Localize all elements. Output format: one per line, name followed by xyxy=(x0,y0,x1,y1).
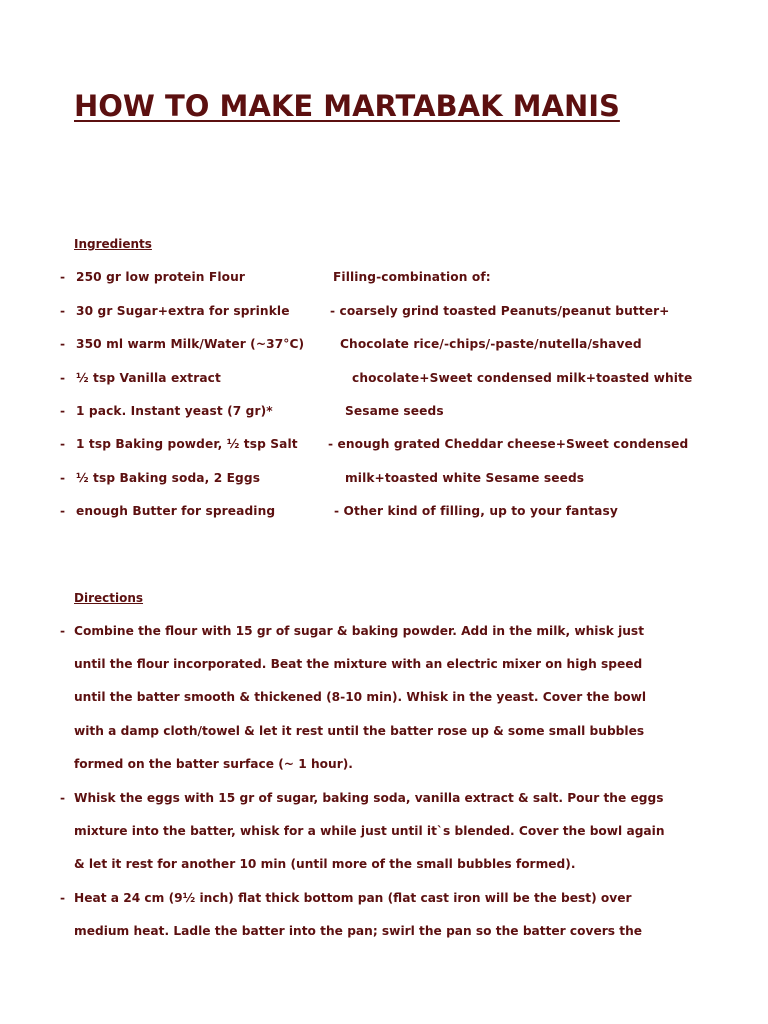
filling-item-continued: milk+toasted white Sesame seeds xyxy=(345,471,585,485)
direction-line: until the batter smooth & thickened (8-10 min). Whisk in the yeast. Cover the bowl xyxy=(74,690,647,704)
direction-line: formed on the batter surface (~ 1 hour). xyxy=(74,757,353,771)
bullet-dash: - xyxy=(60,504,66,518)
directions-heading: Directions xyxy=(74,591,144,605)
page-title: HOW TO MAKE MARTABAK MANIS xyxy=(74,89,620,123)
ingredient-item: - 350 ml warm Milk/Water (~37°C) xyxy=(60,337,305,351)
ingredient-item: - ½ tsp Baking soda, 2 Eggs xyxy=(60,471,261,485)
ingredients-heading: Ingredients xyxy=(74,237,152,251)
bullet-dash: - xyxy=(60,337,66,351)
filling-item: - Other kind of filling, up to your fantasy xyxy=(334,504,618,518)
filling-item: - enough grated Cheddar cheese+Sweet condensed xyxy=(328,437,689,451)
ingredient-item: - 1 tsp Baking powder, ½ tsp Salt xyxy=(60,437,298,451)
bullet-dash: - xyxy=(60,404,66,418)
ingredient-item: - 1 pack. Instant yeast (7 gr)* xyxy=(60,404,273,418)
filling-item: - coarsely grind toasted Peanuts/peanut butter+ xyxy=(330,304,670,318)
bullet-dash: - xyxy=(60,624,66,638)
direction-line: Heat a 24 cm (9½ inch) flat thick bottom pan (flat cast iron will be the best) over xyxy=(74,891,632,905)
bullet-dash: - xyxy=(60,791,66,805)
direction-line: & let it rest for another 10 min (until more of the small bubbles formed). xyxy=(74,857,576,871)
direction-line: with a damp cloth/towel & let it rest until the batter rose up & some small bubbles xyxy=(74,724,645,738)
bullet-dash: - xyxy=(60,270,66,284)
direction-line: medium heat. Ladle the batter into the pan; swirl the pan so the batter covers the xyxy=(74,924,643,938)
ingredient-item: - enough Butter for spreading xyxy=(60,504,276,518)
ingredient-item: - 30 gr Sugar+extra for sprinkle xyxy=(60,304,290,318)
filling-item-continued: Sesame seeds xyxy=(345,404,444,418)
direction-line: Combine the flour with 15 gr of sugar & baking powder. Add in the milk, whisk just xyxy=(74,624,645,638)
direction-line: Whisk the eggs with 15 gr of sugar, baking soda, vanilla extract & salt. Pour the eggs xyxy=(74,791,664,805)
bullet-dash: - xyxy=(60,371,66,385)
filling-item-continued: Chocolate rice/-chips/-paste/nutella/shaved xyxy=(340,337,642,351)
direction-line: mixture into the batter, whisk for a while just until it`s blended. Cover the bowl again xyxy=(74,824,665,838)
filling-heading: Filling-combination of: xyxy=(333,270,491,284)
bullet-dash: - xyxy=(60,437,66,451)
bullet-dash: - xyxy=(60,304,66,318)
bullet-dash: - xyxy=(60,891,66,905)
ingredient-item: - ½ tsp Vanilla extract xyxy=(60,371,221,385)
ingredient-item: - 250 gr low protein Flour xyxy=(60,270,245,284)
direction-line: until the flour incorporated. Beat the mixture with an electric mixer on high speed xyxy=(74,657,643,671)
filling-item-continued: chocolate+Sweet condensed milk+toasted white xyxy=(352,371,693,385)
bullet-dash: - xyxy=(60,471,66,485)
